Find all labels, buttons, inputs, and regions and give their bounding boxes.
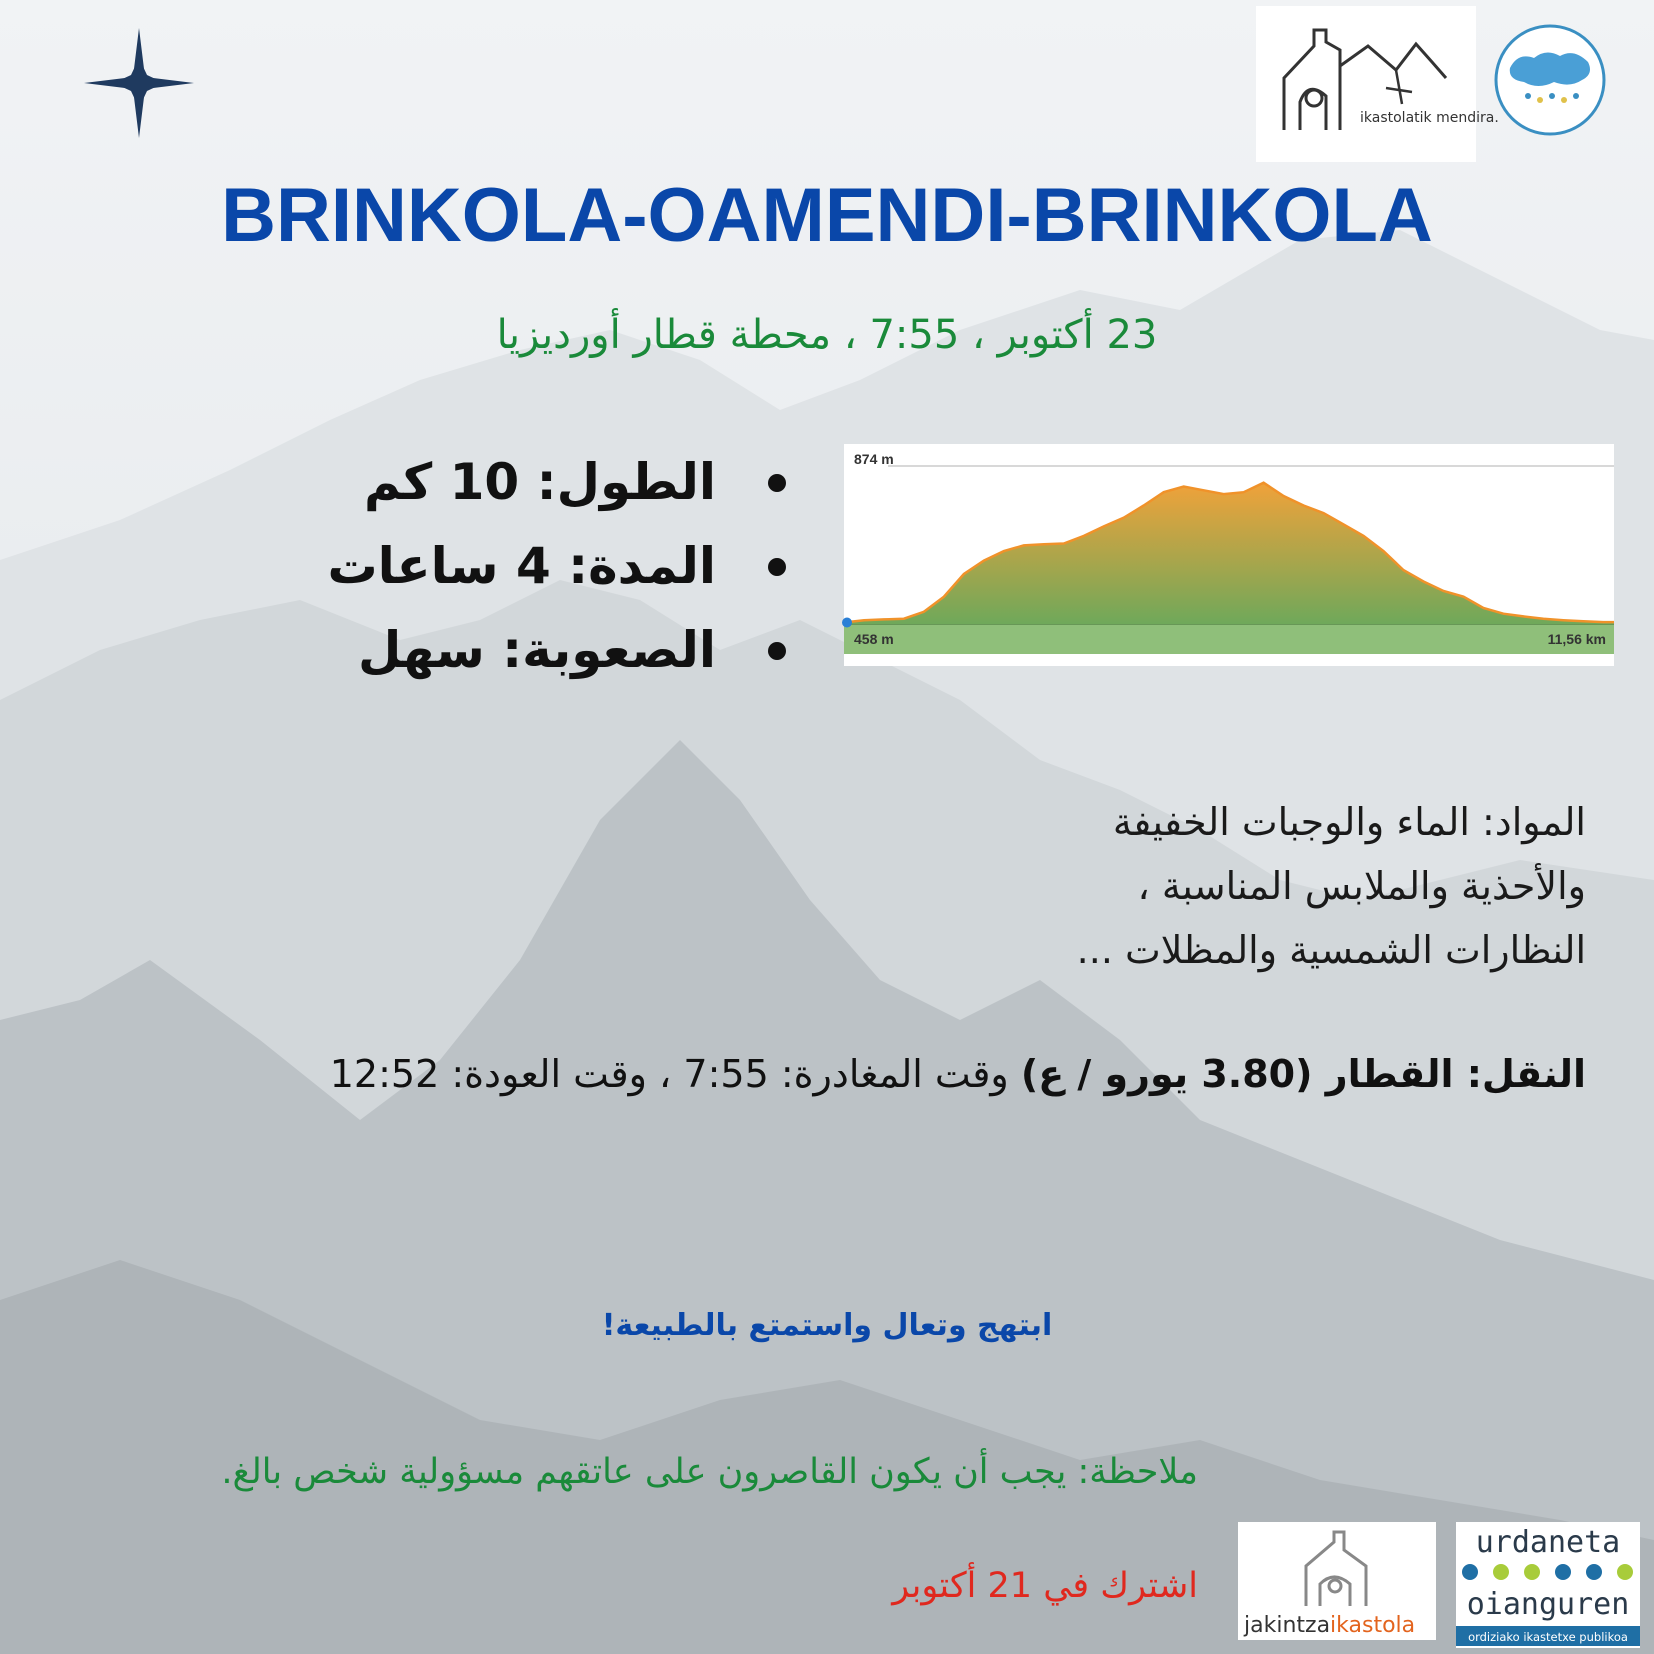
signup-deadline: اشترك في 21 أكتوبر (892, 1566, 1198, 1606)
elevation-profile (844, 444, 1614, 666)
event-date-location: 23 أكتوبر ، 7:55 ، محطة قطار أورديزيا (496, 312, 1158, 358)
materials-line-3: النظارات الشمسية والمظلات ... (1076, 928, 1586, 972)
distance-label: 11,56 km (1547, 631, 1606, 647)
urdaneta-oianguren-logo (1456, 1522, 1640, 1648)
elevation-area (844, 483, 1614, 624)
bullet-icon (768, 642, 786, 660)
ordiziako-text: ordiziako ikastetxe publikoa (1468, 1630, 1628, 1644)
fact-duration-text: المدة: 4 ساعات (327, 537, 716, 595)
slogan: ابتهج وتعال واستمتع بالطبيعة! (601, 1308, 1053, 1343)
page-title: BRINKOLA-OAMENDI-BRINKOLA (221, 173, 1433, 258)
fact-difficulty-text: الصعوبة: سهل (357, 621, 716, 679)
house-mountain-icon (1256, 6, 1499, 162)
start-point (842, 617, 852, 627)
materials-text (786, 790, 1586, 982)
transport-info (136, 1052, 1586, 1096)
school-logo-graphic (1456, 1522, 1640, 1648)
bullet-icon (768, 474, 786, 492)
fact-length (232, 440, 792, 524)
jakintza-ikastola-logo (1238, 1522, 1436, 1640)
minors-note: ملاحظة: يجب أن يكون القاصرون على عاتقهم مسؤولية شخص بالغ. (221, 1452, 1198, 1492)
ikastolatik-mendira-logo (1256, 6, 1499, 162)
star-icon (84, 28, 194, 138)
jakintza-text: jakintza (1244, 1613, 1331, 1638)
bullet-icon (768, 558, 786, 576)
transport-times: وقت المغادرة: 7:55 ، وقت العودة: 12:52 (329, 1052, 1009, 1096)
materials-line-2: والأحذية والملابس المناسبة ، (1137, 864, 1586, 908)
fact-difficulty (232, 608, 792, 692)
round-club-logo (1494, 24, 1606, 136)
ikastolatik-text: ikastolatik mendira. (1360, 110, 1499, 126)
route-facts-list (232, 440, 792, 692)
min-elevation-label: 458 m (854, 631, 894, 647)
svg-text:jakintzaikastola (1243, 1613, 1415, 1638)
elevation-chart (844, 444, 1614, 666)
transport-label: النقل: القطار (3.80 يورو / ع) (1020, 1052, 1586, 1096)
house-icon (1238, 1522, 1436, 1640)
max-elevation-label: 874 m (854, 451, 894, 467)
fact-length-text: الطول: 10 كم (363, 453, 716, 511)
oianguren-text: oianguren (1466, 1587, 1630, 1622)
fact-duration (232, 524, 792, 608)
materials-line-1: المواد: الماء والوجبات الخفيفة (1112, 800, 1586, 844)
base-band (844, 624, 1614, 654)
ikastola-text: ikastola (1330, 1613, 1416, 1638)
urdaneta-text: urdaneta (1475, 1525, 1621, 1560)
